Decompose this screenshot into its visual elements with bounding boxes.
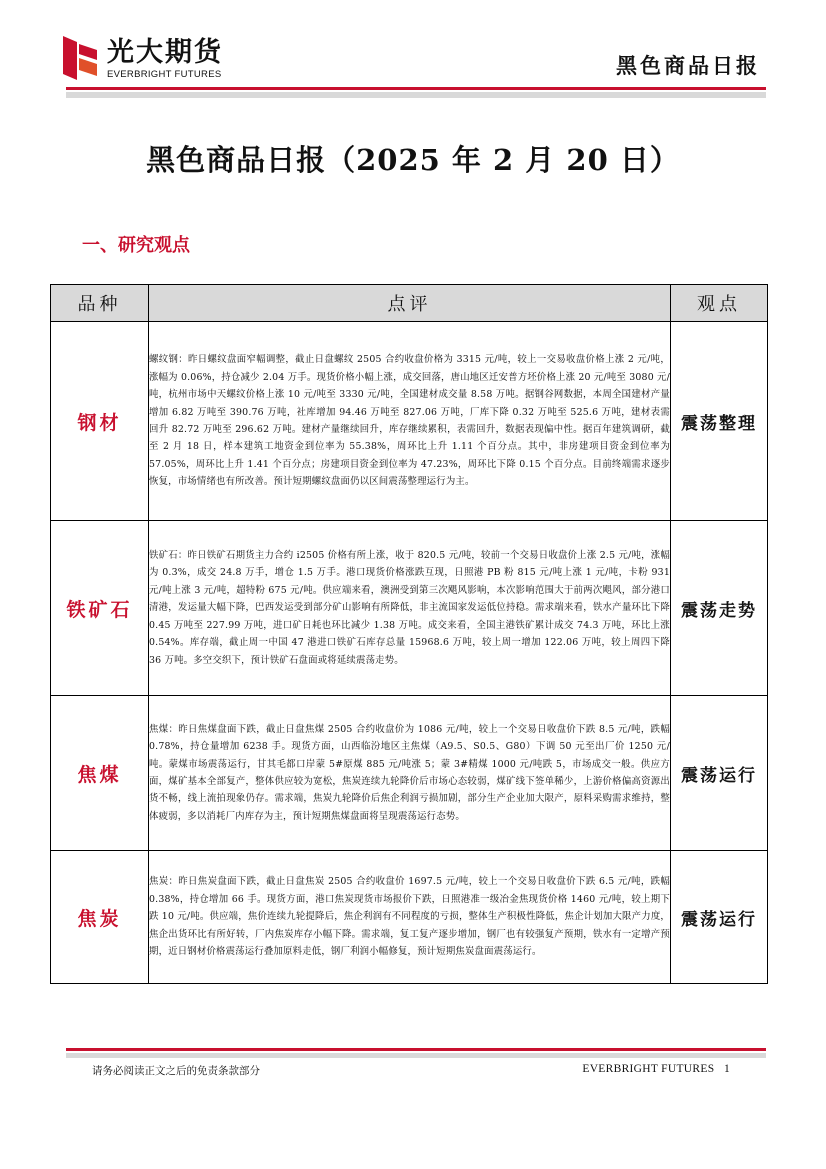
header-variety: 品种	[51, 285, 149, 322]
row-view: 震荡运行	[671, 851, 768, 984]
header-divider	[66, 87, 766, 90]
row-variety-name: 铁矿石	[51, 521, 149, 696]
footer-disclaimer-link[interactable]: 请务必阅读正文之后的免责条款部分	[92, 1065, 260, 1077]
document-title: 黑色商品日报（2025 年 2 月 20 日）	[146, 143, 680, 177]
table-header-row	[51, 285, 768, 322]
logo-chinese-name: 光大期货	[107, 37, 223, 68]
table-row	[51, 521, 768, 696]
table-row	[51, 322, 768, 521]
footer-brand: EVERBRIGHT FUTURES	[582, 1063, 715, 1075]
row-variety-name: 钢材	[51, 322, 149, 521]
table-row	[51, 851, 768, 984]
research-view-table	[50, 284, 768, 984]
row-view: 震荡走势	[671, 521, 768, 696]
table-row	[51, 696, 768, 851]
row-variety-name: 焦煤	[51, 696, 149, 851]
everbright-logo-mark-icon	[63, 36, 97, 80]
footer-divider-shadow	[66, 1053, 766, 1058]
header-divider-shadow	[66, 92, 766, 98]
row-comment: 焦炭：昨日焦炭盘面下跌，截止日盘焦炭 2505 合约收盘价 1697.5 元/吨，较上一个交易日收盘价下跌 6.5 元/吨，跌幅 0.38%，持仓增加 66 手。现货方面，港口焦炭现货市场报价下跌，日照港准一级冶金焦现货价格 1460 元/吨，较上期下跌 10 元/吨。供应端，焦价连续九轮提降后，焦企利润有不同程度的亏损，整体生产积极性降低，焦企计划加大限产力度，焦企出货环比有所好转，厂内焦炭库存小幅下降。需求端，复工复产逐步增加，钢厂也有较强复产预期，铁水有一定增产预期，近日钢材价格震荡运行叠加原料走低，钢厂利润小幅修复，预计短期焦炭盘面震荡运行。	[149, 851, 671, 984]
logo-english-name: EVERBRIGHT FUTURES	[107, 69, 222, 80]
section-heading: 一、研究观点	[82, 235, 190, 256]
company-logo	[63, 36, 243, 84]
header-view: 观点	[671, 285, 768, 322]
page-number: 1	[723, 1063, 730, 1075]
row-comment: 焦煤：昨日焦煤盘面下跌，截止日盘焦煤 2505 合约收盘价为 1086 元/吨，较上一个交易日收盘价下跌 8.5 元/吨，跌幅 0.78%，持仓量增加 6238 手。现货方面，山西临汾地区主焦煤（A9.5、S0.5、G80）下调 50 元至出厂价 1250 元/吨。蒙煤市场震荡运行，甘其毛都口岸蒙 5#原煤 885 元/吨涨 5；蒙 3#精煤 1000 元/吨跌 5，市场成交一般。供应方面，煤矿基本全部复产，整体供应较为宽松，焦炭连续九轮降价后市场心态较弱，煤矿线下签单稀少，上游价格偏高资源出货不畅，线上流拍现象仍存。需求端，焦炭九轮降价后焦企利润亏损加剧，部分生产企业加大限产，原料采购需求维持，整体疲弱，多以消耗厂内库存为主，预计短期焦煤盘面将呈现震荡运行态势。	[149, 696, 671, 851]
report-type-label: 黑色商品日报	[616, 54, 760, 78]
row-comment: 螺纹钢：昨日螺纹盘面窄幅调整，截止日盘螺纹 2505 合约收盘价格为 3315 元/吨，较上一交易收盘价格上涨 2 元/吨，涨幅为 0.06%，持仓减少 2.04 万手。现货价格小幅上涨，成交回落，唐山地区迁安普方坯价格上涨 20 元/吨至 3080 元/吨，杭州市场中天螺纹价格上涨 10 元/吨至 3330 元/吨，全国建材成交量 8.58 万吨。据钢谷网数据，本周全国建材产量增加 6.82 万吨至 390.76 万吨，社库增加 94.46 万吨至 827.06 万吨，厂库下降 0.32 万吨至 525.6 万吨，建材表需回升 82.72 万吨至 296.62 万吨。建材产量继续回升，库存继续累积，表需回升，数据表现偏中性。据百年建筑调研，截至 2 月 18 日，样本建筑工地资金到位率为 55.38%，周环比上升 1.11 个百分点。其中，非房建项目资金到位率为 57.05%，周环比上升 1.41 个百分点；房建项目资金到位率为 47.23%，周环比下降 0.15 个百分点。目前终端需求逐步恢复，市场情绪也有所改善。预计短期螺纹盘面仍以区间震荡整理运行为主。	[149, 322, 671, 521]
footer-divider	[66, 1048, 766, 1051]
row-view: 震荡运行	[671, 696, 768, 851]
row-variety-name: 焦炭	[51, 851, 149, 984]
header-comment: 点评	[149, 285, 671, 322]
row-view: 震荡整理	[671, 322, 768, 521]
row-comment: 铁矿石：昨日铁矿石期货主力合约 i2505 价格有所上涨，收于 820.5 元/吨，较前一个交易日收盘价上涨 2.5 元/吨，涨幅为 0.3%，成交 24.8 万手，增仓 1.5 万手。港口现货价格涨跌互现，日照港 PB 粉 815 元/吨上涨 1 元/吨，卡粉 931 元/吨上涨 3 元/吨，超特粉 675 元/吨。供应端来看，澳洲受到第三次飓风影响，本次影响范围大于前两次飓风，部分港口清港，发运量大幅下降，巴西发运受到部分矿山影响有所降低，非主流国家发运低位持稳。需求端来看，铁水产量环比下降 0.45 万吨至 227.99 万吨，进口矿日耗也环比减少 1.38 万吨。成交来看，全国主港铁矿累计成交 74.3 万吨，环比上涨 0.54%。库存端，截止周一中国 47 港进口铁矿石库存总量 15968.6 万吨，较上周一增加 122.06 万吨，较上周四下降 36 万吨。多空交织下，预计铁矿石盘面或将延续震荡走势。	[149, 521, 671, 696]
footer-brand-and-page	[582, 1063, 730, 1075]
